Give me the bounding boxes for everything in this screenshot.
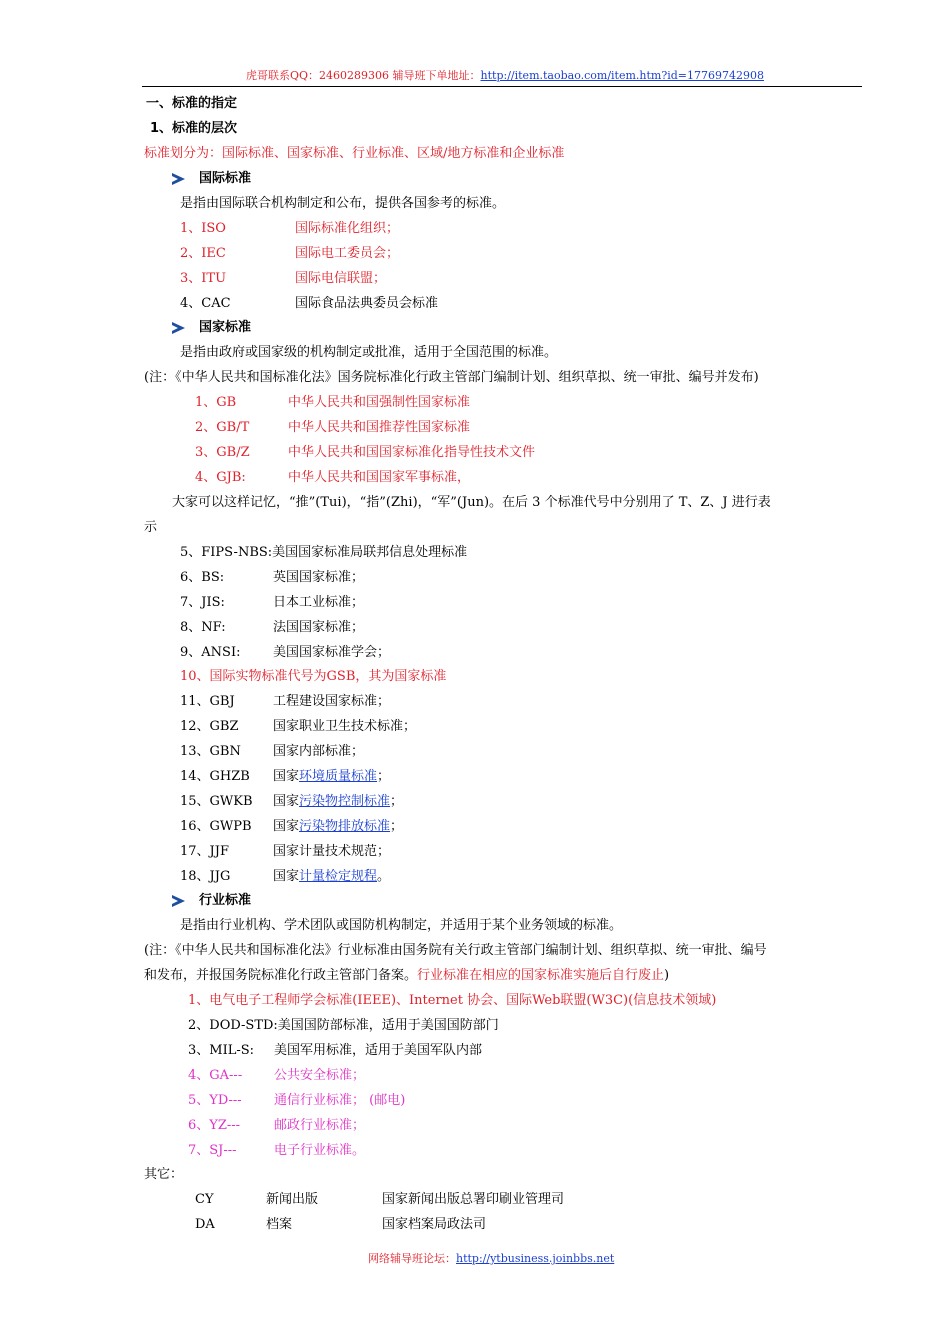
- list-item: [180, 595, 364, 611]
- item-code: 3、ITU: [180, 271, 227, 286]
- item-code: 1、ISO: [180, 221, 226, 236]
- list-item: [195, 470, 470, 486]
- standard-link[interactable]: 污染物排放标准: [299, 819, 391, 834]
- standard-link[interactable]: 环境质量标准: [299, 769, 378, 784]
- standard-link[interactable]: 计量检定规程: [299, 869, 378, 884]
- subsection-heading: 1、标准的层次: [150, 121, 238, 136]
- arrow-bullet-icon: [172, 895, 185, 907]
- item-code: 2、GB/T: [195, 420, 250, 435]
- item-name: 国际标准化组织；: [295, 221, 400, 236]
- list-item: [188, 1143, 365, 1159]
- note-close: ): [664, 968, 670, 983]
- list-item: [188, 1118, 365, 1134]
- section-heading: 一、标准的指定: [146, 96, 238, 111]
- item-code: 3、GB/Z: [195, 445, 250, 460]
- row-code: CY: [195, 1192, 214, 1207]
- item-name: 美国国防部标准，适用于美国国防部门: [277, 1018, 499, 1033]
- item-name: 公共安全标准；: [274, 1068, 366, 1083]
- item-name: 工程建设国家标准；: [273, 694, 391, 709]
- item-code: 4、GJB:: [195, 470, 246, 485]
- item-name: 电子行业标准。: [274, 1143, 366, 1158]
- item-code: 8、NF:: [180, 620, 226, 635]
- item-name: 中华人民共和国国家军事标准，: [288, 470, 471, 485]
- intl-title: 国际标准: [199, 171, 252, 186]
- item-code: 3、MIL-S:: [188, 1043, 255, 1058]
- note-text: 和发布，并报国务院标准化行政主管部门备案。: [144, 968, 418, 983]
- item-code: 2、DOD-STD:: [188, 1018, 278, 1033]
- national-title: 国家标准: [199, 320, 252, 335]
- table-row: [195, 1192, 564, 1208]
- item-code: 2、IEC: [180, 246, 226, 261]
- item-code: 6、BS:: [180, 570, 225, 585]
- item-name: 通信行业标准； (邮电): [274, 1093, 406, 1108]
- item-code: 13、GBN: [180, 744, 241, 759]
- industry-desc: 是指由行业机构、学术团队或国防机构制定，并适用于某个业务领域的标准。: [180, 918, 623, 933]
- item-name: 国家职业卫生技术标准；: [273, 719, 417, 734]
- list-item: [180, 719, 416, 735]
- header-link[interactable]: http://item.taobao.com/item.htm?id=17769742908: [480, 69, 765, 82]
- item-code: 16、GWPB: [180, 819, 252, 834]
- list-item: 10、国际实物标准代号为GSB，其为国家标准: [180, 669, 447, 684]
- row-code: DA: [195, 1217, 215, 1232]
- list-item: [188, 1043, 482, 1059]
- memo-text: 大家可以这样记忆，“推”(Tui)，“指”(Zhi)，“军”(Jun)。在后 3 个标准代号中分别用了 T、Z、J 进行表: [172, 495, 771, 510]
- list-item: [180, 819, 403, 835]
- list-item: [180, 221, 399, 237]
- item-suffix: ；: [377, 769, 391, 784]
- item-name: 美国军用标准，适用于美国军队内部: [274, 1043, 483, 1058]
- item-name: 美国国家标准局联邦信息处理标准: [272, 545, 468, 560]
- row-category: 新闻出版: [266, 1192, 319, 1207]
- other-heading: 其它：: [144, 1167, 184, 1182]
- memo-text-cont: 示: [144, 520, 158, 535]
- page-footer: [368, 1251, 614, 1267]
- item-code: 7、JIS:: [180, 595, 225, 610]
- list-item: [180, 296, 438, 312]
- footer-label: 网络辅导班论坛：: [368, 1252, 456, 1265]
- list-item: [180, 570, 364, 586]
- list-item: 1、电气电子工程师学会标准(IEEE)、Internet 协会、国际Web联盟(W3C)(信息技术领域): [188, 993, 717, 1008]
- item-suffix: ；: [390, 794, 404, 809]
- item-name: 日本工业标准；: [273, 595, 365, 610]
- item-name: 国家: [273, 769, 300, 784]
- item-code: 17、JJF: [180, 844, 229, 859]
- item-name: 邮政行业标准；: [274, 1118, 366, 1133]
- list-item: [180, 769, 390, 785]
- item-code: 12、GBZ: [180, 719, 239, 734]
- arrow-bullet-icon: [172, 173, 185, 185]
- item-code: 9、ANSI:: [180, 645, 241, 660]
- item-code: 5、FIPS-NBS:: [180, 545, 273, 560]
- item-code: 7、SJ---: [188, 1143, 237, 1158]
- item-name: 国际电工委员会；: [295, 246, 400, 261]
- item-name: 中华人民共和国国家标准化指导性技术文件: [288, 445, 536, 460]
- item-name: 国家: [273, 794, 300, 809]
- item-code: 4、GA---: [188, 1068, 243, 1083]
- list-item: [180, 271, 386, 287]
- item-code: 18、JJG: [180, 869, 231, 884]
- item-name: 国家: [273, 819, 300, 834]
- item-name: 国家: [273, 869, 300, 884]
- list-item: [180, 694, 390, 710]
- industry-note: (注：《中华人民共和国标准化法》行业标准由国务院有关行政主管部门编制计划、组织草拟、统一审批、编号: [144, 943, 767, 958]
- arrow-bullet-icon: [172, 322, 185, 334]
- row-category: 档案: [266, 1217, 293, 1232]
- item-suffix: 。: [377, 869, 391, 884]
- item-code: 4、CAC: [180, 296, 231, 311]
- list-item: [180, 620, 364, 636]
- intro-text: 标准划分为：国际标准、国家标准、行业标准、区域/地方标准和企业标准: [144, 146, 565, 161]
- intl-heading: [172, 171, 251, 187]
- header-rule: [142, 86, 862, 87]
- row-org: 国家档案局政法司: [382, 1217, 487, 1232]
- national-heading: [172, 320, 251, 336]
- list-item: [188, 1018, 499, 1034]
- item-name: 中华人民共和国推荐性国家标准: [288, 420, 471, 435]
- table-row: [195, 1217, 486, 1233]
- list-item: [188, 1093, 405, 1109]
- item-name: 英国国家标准；: [273, 570, 365, 585]
- list-item: [180, 246, 399, 262]
- item-suffix: ；: [390, 819, 404, 834]
- list-item: [180, 744, 364, 760]
- industry-title: 行业标准: [199, 893, 252, 908]
- list-item: [188, 1068, 365, 1084]
- list-item: [180, 545, 467, 561]
- standard-link[interactable]: 污染物控制标准: [299, 794, 391, 809]
- list-item: [195, 445, 535, 461]
- item-name: 国家内部标准；: [273, 744, 365, 759]
- note-highlight: 行业标准在相应的国家标准实施后自行废止: [417, 968, 665, 983]
- item-name: 国际电信联盟；: [295, 271, 387, 286]
- item-code: 14、GHZB: [180, 769, 250, 784]
- industry-heading: [172, 893, 251, 909]
- item-name: 国际食品法典委员会标准: [295, 296, 439, 311]
- item-code: 15、GWKB: [180, 794, 253, 809]
- footer-link[interactable]: http://ytbusiness.joinbbs.net: [456, 1252, 615, 1265]
- item-name: 美国国家标准学会；: [273, 645, 391, 660]
- header-contact: 虎哥联系QQ：2460289306 辅导班下单地址：: [246, 69, 481, 82]
- item-code: 5、YD---: [188, 1093, 242, 1108]
- item-code: 1、GB: [195, 395, 237, 410]
- list-item: [180, 844, 390, 860]
- list-item: [180, 869, 390, 885]
- list-item: [195, 395, 470, 411]
- item-name: 法国国家标准；: [273, 620, 365, 635]
- row-org: 国家新闻出版总署印刷业管理司: [382, 1192, 565, 1207]
- list-item: [195, 420, 470, 436]
- national-desc: 是指由政府或国家级的机构制定或批准，适用于全国范围的标准。: [180, 345, 558, 360]
- item-code: 6、YZ---: [188, 1118, 241, 1133]
- national-note: (注：《中华人民共和国标准化法》国务院标准化行政主管部门编制计划、组织草拟、统一审批、编号并发布): [144, 370, 759, 385]
- item-name: 国家计量技术规范；: [273, 844, 391, 859]
- item-code: 11、GBJ: [180, 694, 235, 709]
- industry-note-cont: [144, 968, 669, 984]
- page-header: [246, 68, 764, 84]
- intl-desc: 是指由国际联合机构制定和公布，提供各国参考的标准。: [180, 196, 506, 211]
- item-name: 中华人民共和国强制性国家标准: [288, 395, 471, 410]
- list-item: [180, 645, 390, 661]
- list-item: [180, 794, 403, 810]
